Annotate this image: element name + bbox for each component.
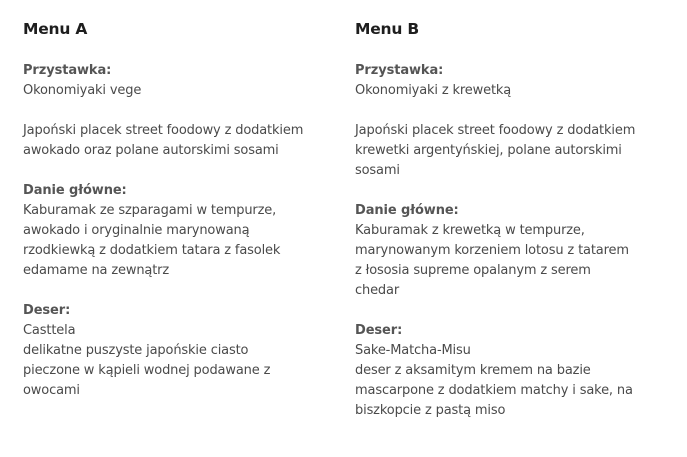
menu-b-dessert-line: mascarpone z dodatkiem matchy i sake, na <box>355 383 633 398</box>
menu-a-dessert-line: pieczone w kąpieli wodnej podawane z <box>23 363 271 378</box>
menu-b-dessert-line: deser z aksamitym kremem na bazie <box>355 363 591 378</box>
menu-a-starter-name: Okonomiyaki vege <box>23 83 142 98</box>
menu-b-main-line: Kaburamak z krewetką w tempurze, <box>355 223 585 238</box>
menu-a-starter <box>23 61 343 161</box>
menu-a-starter-gap <box>23 101 343 121</box>
menu-b-main-line: z łososia supreme opalanym z serem <box>355 263 591 278</box>
menu-a-dessert-label: Deser: <box>23 303 71 318</box>
menu-b-starter-gap <box>355 101 675 121</box>
menu-b-starter-label: Przystawka: <box>355 63 444 78</box>
menu-b-main-line: marynowanym korzeniem lotosu z tatarem <box>355 243 629 258</box>
menu-a-dessert <box>23 301 343 401</box>
menu-a-starter-desc-line: Japoński placek street foodowy z dodatkiem <box>23 123 304 138</box>
menu-a-main-label: Danie główne: <box>23 183 127 198</box>
menu-b-dessert-name: Sake-Matcha-Misu <box>355 343 471 358</box>
menu-b-main-line: chedar <box>355 283 400 298</box>
menu-a-starter-desc-line: awokado oraz polane autorskimi sosami <box>23 143 279 158</box>
menu-a-main-line: rzodkiewką z dodatkiem tatara z fasolek <box>23 243 281 258</box>
menu-b-dessert-label: Deser: <box>355 323 403 338</box>
menu-a-main-line: edamame na zewnątrz <box>23 263 170 278</box>
menu-a-dessert-name: Casttela <box>23 323 76 338</box>
menu-a-dessert-line: owocami <box>23 383 80 398</box>
menu-a-main-line: awokado i oryginalnie marynowaną <box>23 223 250 238</box>
menu-a-starter-label: Przystawka: <box>23 63 112 78</box>
menu-b-main-label: Danie główne: <box>355 203 459 218</box>
menu-a-column <box>23 19 343 421</box>
menu-a-title: Menu A <box>23 20 88 38</box>
menu-b-starter <box>355 61 675 181</box>
menu-a-dessert-line: delikatne puszyste japońskie ciasto <box>23 343 249 358</box>
menu-b-column <box>355 19 675 441</box>
menu-a-main-line: Kaburamak ze szparagami w tempurze, <box>23 203 277 218</box>
menu-b-dessert-line: biszkopcie z pastą miso <box>355 403 506 418</box>
menu-a-main <box>23 181 343 281</box>
menu-b-dessert <box>355 321 675 421</box>
menu-b-starter-desc-line: Japoński placek street foodowy z dodatkiem <box>355 123 636 138</box>
menu-b-starter-name: Okonomiyaki z krewetką <box>355 83 512 98</box>
menu-b-starter-desc-line: krewetki argentyńskiej, polane autorskimi <box>355 143 622 158</box>
menu-b-title: Menu B <box>355 20 420 38</box>
menu-b-starter-desc-line: sosami <box>355 163 400 178</box>
menu-b-main <box>355 201 675 301</box>
